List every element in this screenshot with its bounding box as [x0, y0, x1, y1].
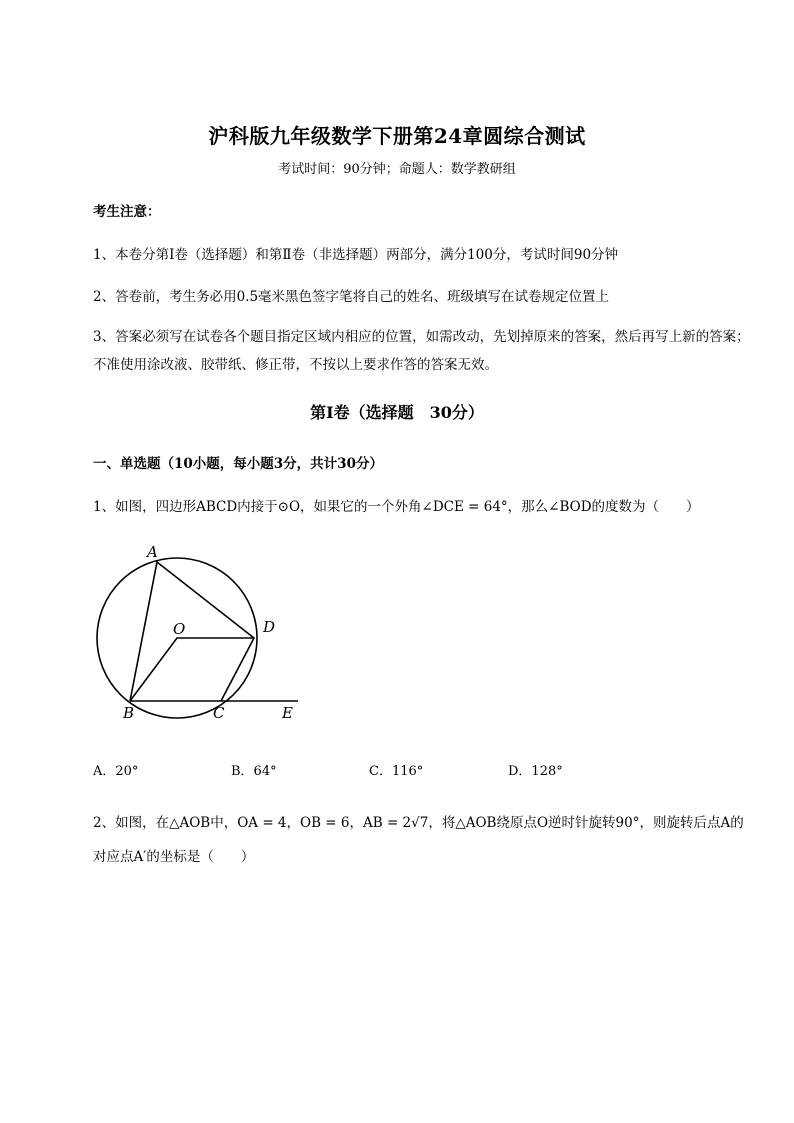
option-d[interactable]: D．128° [508, 764, 563, 779]
option-c[interactable]: C．116° [369, 764, 424, 779]
label-o: O [173, 620, 186, 638]
question-2-text: 2、如图，在△AOB中，OA = 4，OB = 6，AB = 2√7，将△AOB绕原点O逆时针旋转90°，则旋转后点A的对应点A′的坐标是（ ） [93, 815, 744, 865]
page-title: 沪科版九年级数学下册第24章圆综合测试 [208, 124, 586, 148]
section-title: 第I卷（选择题 30分） [310, 403, 484, 422]
notice-item-2: 2、答卷前，考生务必用0.5毫米黑色签字笔将自己的姓名、班级填写在试卷规定位置上 [93, 289, 610, 305]
notice-item-3: 3、答案必须写在试卷各个题目指定区域内相应的位置，如需改动，先划掉原来的答案，然后再写上新的答案；不准使用涂改液、胶带纸、修正带，不按以上要求作答的答案无效。 [93, 329, 750, 373]
notice-heading: 考生注意： [93, 204, 161, 220]
option-a[interactable]: A．20° [93, 764, 139, 779]
option-b[interactable]: B．64° [231, 764, 277, 779]
question-1-text: 1、如图，四边形ABCD内接于⊙O，如果它的一个外角∠DCE = 64°，那么∠BOD的度数为（ ） [93, 499, 700, 515]
question-1-figure [90, 540, 310, 730]
exam-info: 考试时间：90分钟；命题人：数学教研组 [278, 162, 516, 177]
part-heading: 一、单选题（10小题，每小题3分，共计30分） [93, 456, 383, 472]
label-c: C [213, 704, 225, 722]
label-d: D [263, 618, 276, 636]
label-e: E [282, 704, 293, 722]
notice-item-1: 1、本卷分第I卷（选择题）和第Ⅱ卷（非选择题）两部分，满分100分，考试时间90分钟 [93, 247, 619, 263]
label-a: A [147, 543, 158, 561]
label-b: B [123, 704, 135, 722]
